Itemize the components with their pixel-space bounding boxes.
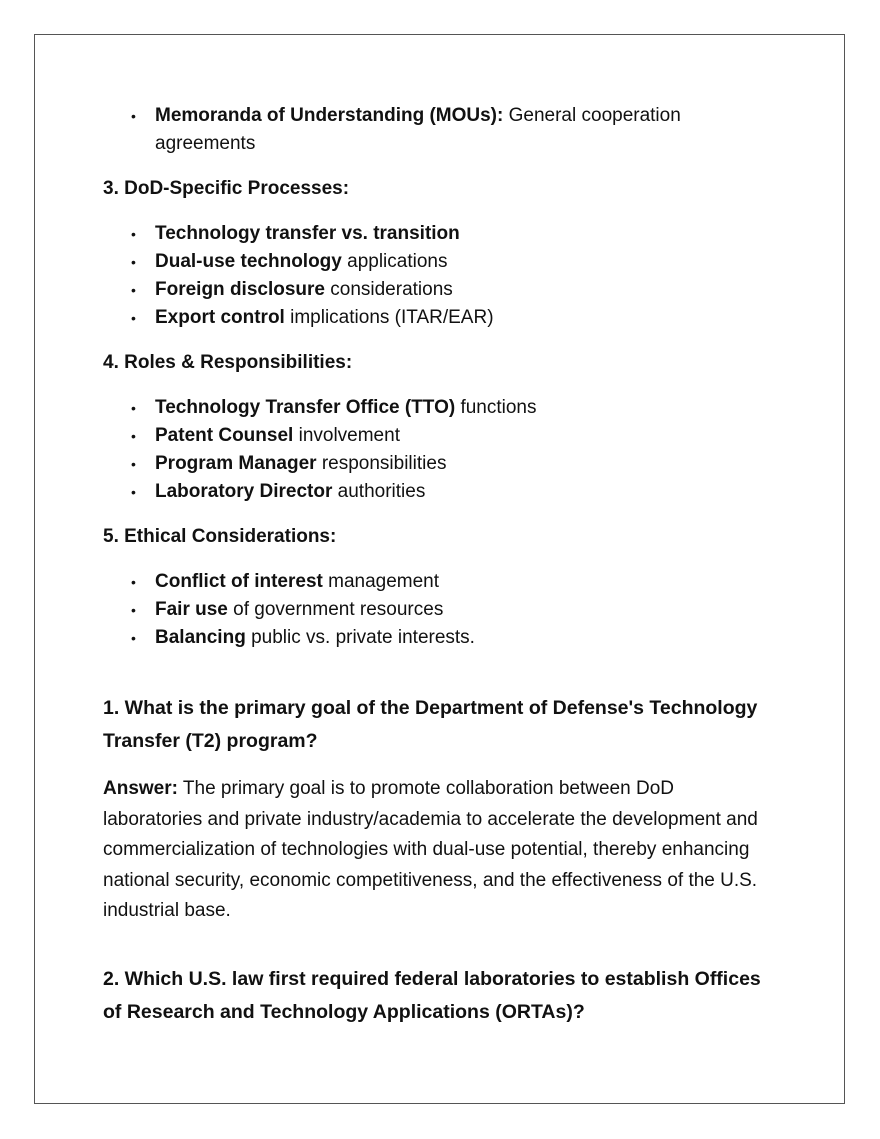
list-item: [103, 394, 763, 422]
roles-list: [103, 394, 763, 506]
item-term: Conflict of interest: [155, 571, 323, 592]
list-item: [103, 422, 763, 450]
bullet-icon: •: [131, 484, 136, 500]
list-item: [103, 220, 763, 248]
bullet-icon: •: [131, 108, 136, 124]
item-text: implications (ITAR/EAR): [284, 307, 494, 328]
item-term: Export control: [155, 307, 285, 328]
section-heading-ethics: 5. Ethical Considerations:: [103, 526, 337, 547]
section-heading-dod-processes: 3. DoD-Specific Processes:: [103, 178, 350, 199]
item-term: Patent Counsel: [155, 425, 294, 446]
item-term: Balancing: [155, 627, 246, 648]
item-term: Memoranda of Understanding (MOUs):: [155, 105, 504, 126]
bullet-icon: •: [131, 400, 136, 416]
document-content: [103, 102, 763, 1029]
item-term: Program Manager: [155, 453, 317, 474]
bullet-icon: •: [131, 310, 136, 326]
bullet-icon: •: [131, 602, 136, 618]
dod-processes-list: [103, 220, 763, 332]
item-text: responsibilities: [316, 453, 447, 474]
bullet-icon: •: [131, 574, 136, 590]
list-item: [103, 596, 763, 624]
mou-list: [103, 102, 763, 158]
item-text: functions: [455, 397, 537, 418]
bullet-icon: •: [131, 282, 136, 298]
item-term: Technology transfer vs. transition: [155, 223, 460, 244]
list-item: [103, 304, 763, 332]
question-1: 1. What is the primary goal of the Department of Defense's Technology Transfer (T2) program?: [103, 697, 758, 752]
answer-text: The primary goal is to promote collaboration between DoD laboratories and private industry/academia to accelerate the development and commercialization of technologies with dual-use potential, thereby enhancing national security, economic competitiveness, and the effectiveness of the U.S. industrial base.: [103, 778, 758, 921]
list-item: [103, 478, 763, 506]
item-text: management: [322, 571, 440, 592]
bullet-icon: •: [131, 226, 136, 242]
bullet-icon: •: [131, 630, 136, 646]
list-item: [103, 248, 763, 276]
bullet-icon: •: [131, 456, 136, 472]
answer-label: Answer:: [103, 778, 178, 799]
item-text: involvement: [293, 425, 400, 446]
item-term: Technology Transfer Office (TTO): [155, 397, 456, 418]
list-item: [103, 624, 763, 652]
item-term: Fair use: [155, 599, 228, 620]
item-term: Foreign disclosure: [155, 279, 325, 300]
item-term: Laboratory Director: [155, 481, 333, 502]
item-text: applications: [341, 251, 448, 272]
item-text: public vs. private interests.: [245, 627, 475, 648]
section-heading-roles: 4. Roles & Responsibilities:: [103, 352, 353, 373]
list-item: [103, 450, 763, 478]
item-text: considerations: [324, 279, 453, 300]
item-text: of government resources: [227, 599, 444, 620]
bullet-icon: •: [131, 428, 136, 444]
list-item: [103, 276, 763, 304]
list-item: [103, 102, 763, 158]
ethics-list: [103, 568, 763, 652]
item-text: General cooperation agreements: [155, 105, 681, 154]
question-2: 2. Which U.S. law first required federal laboratories to establish Offices of Research and Technology Applications (ORTAs)?: [103, 967, 761, 1023]
answer-1: [103, 774, 763, 927]
item-term: Dual-use technology: [155, 251, 342, 272]
bullet-icon: •: [131, 254, 136, 270]
item-text: authorities: [332, 481, 426, 502]
list-item: [103, 568, 763, 596]
